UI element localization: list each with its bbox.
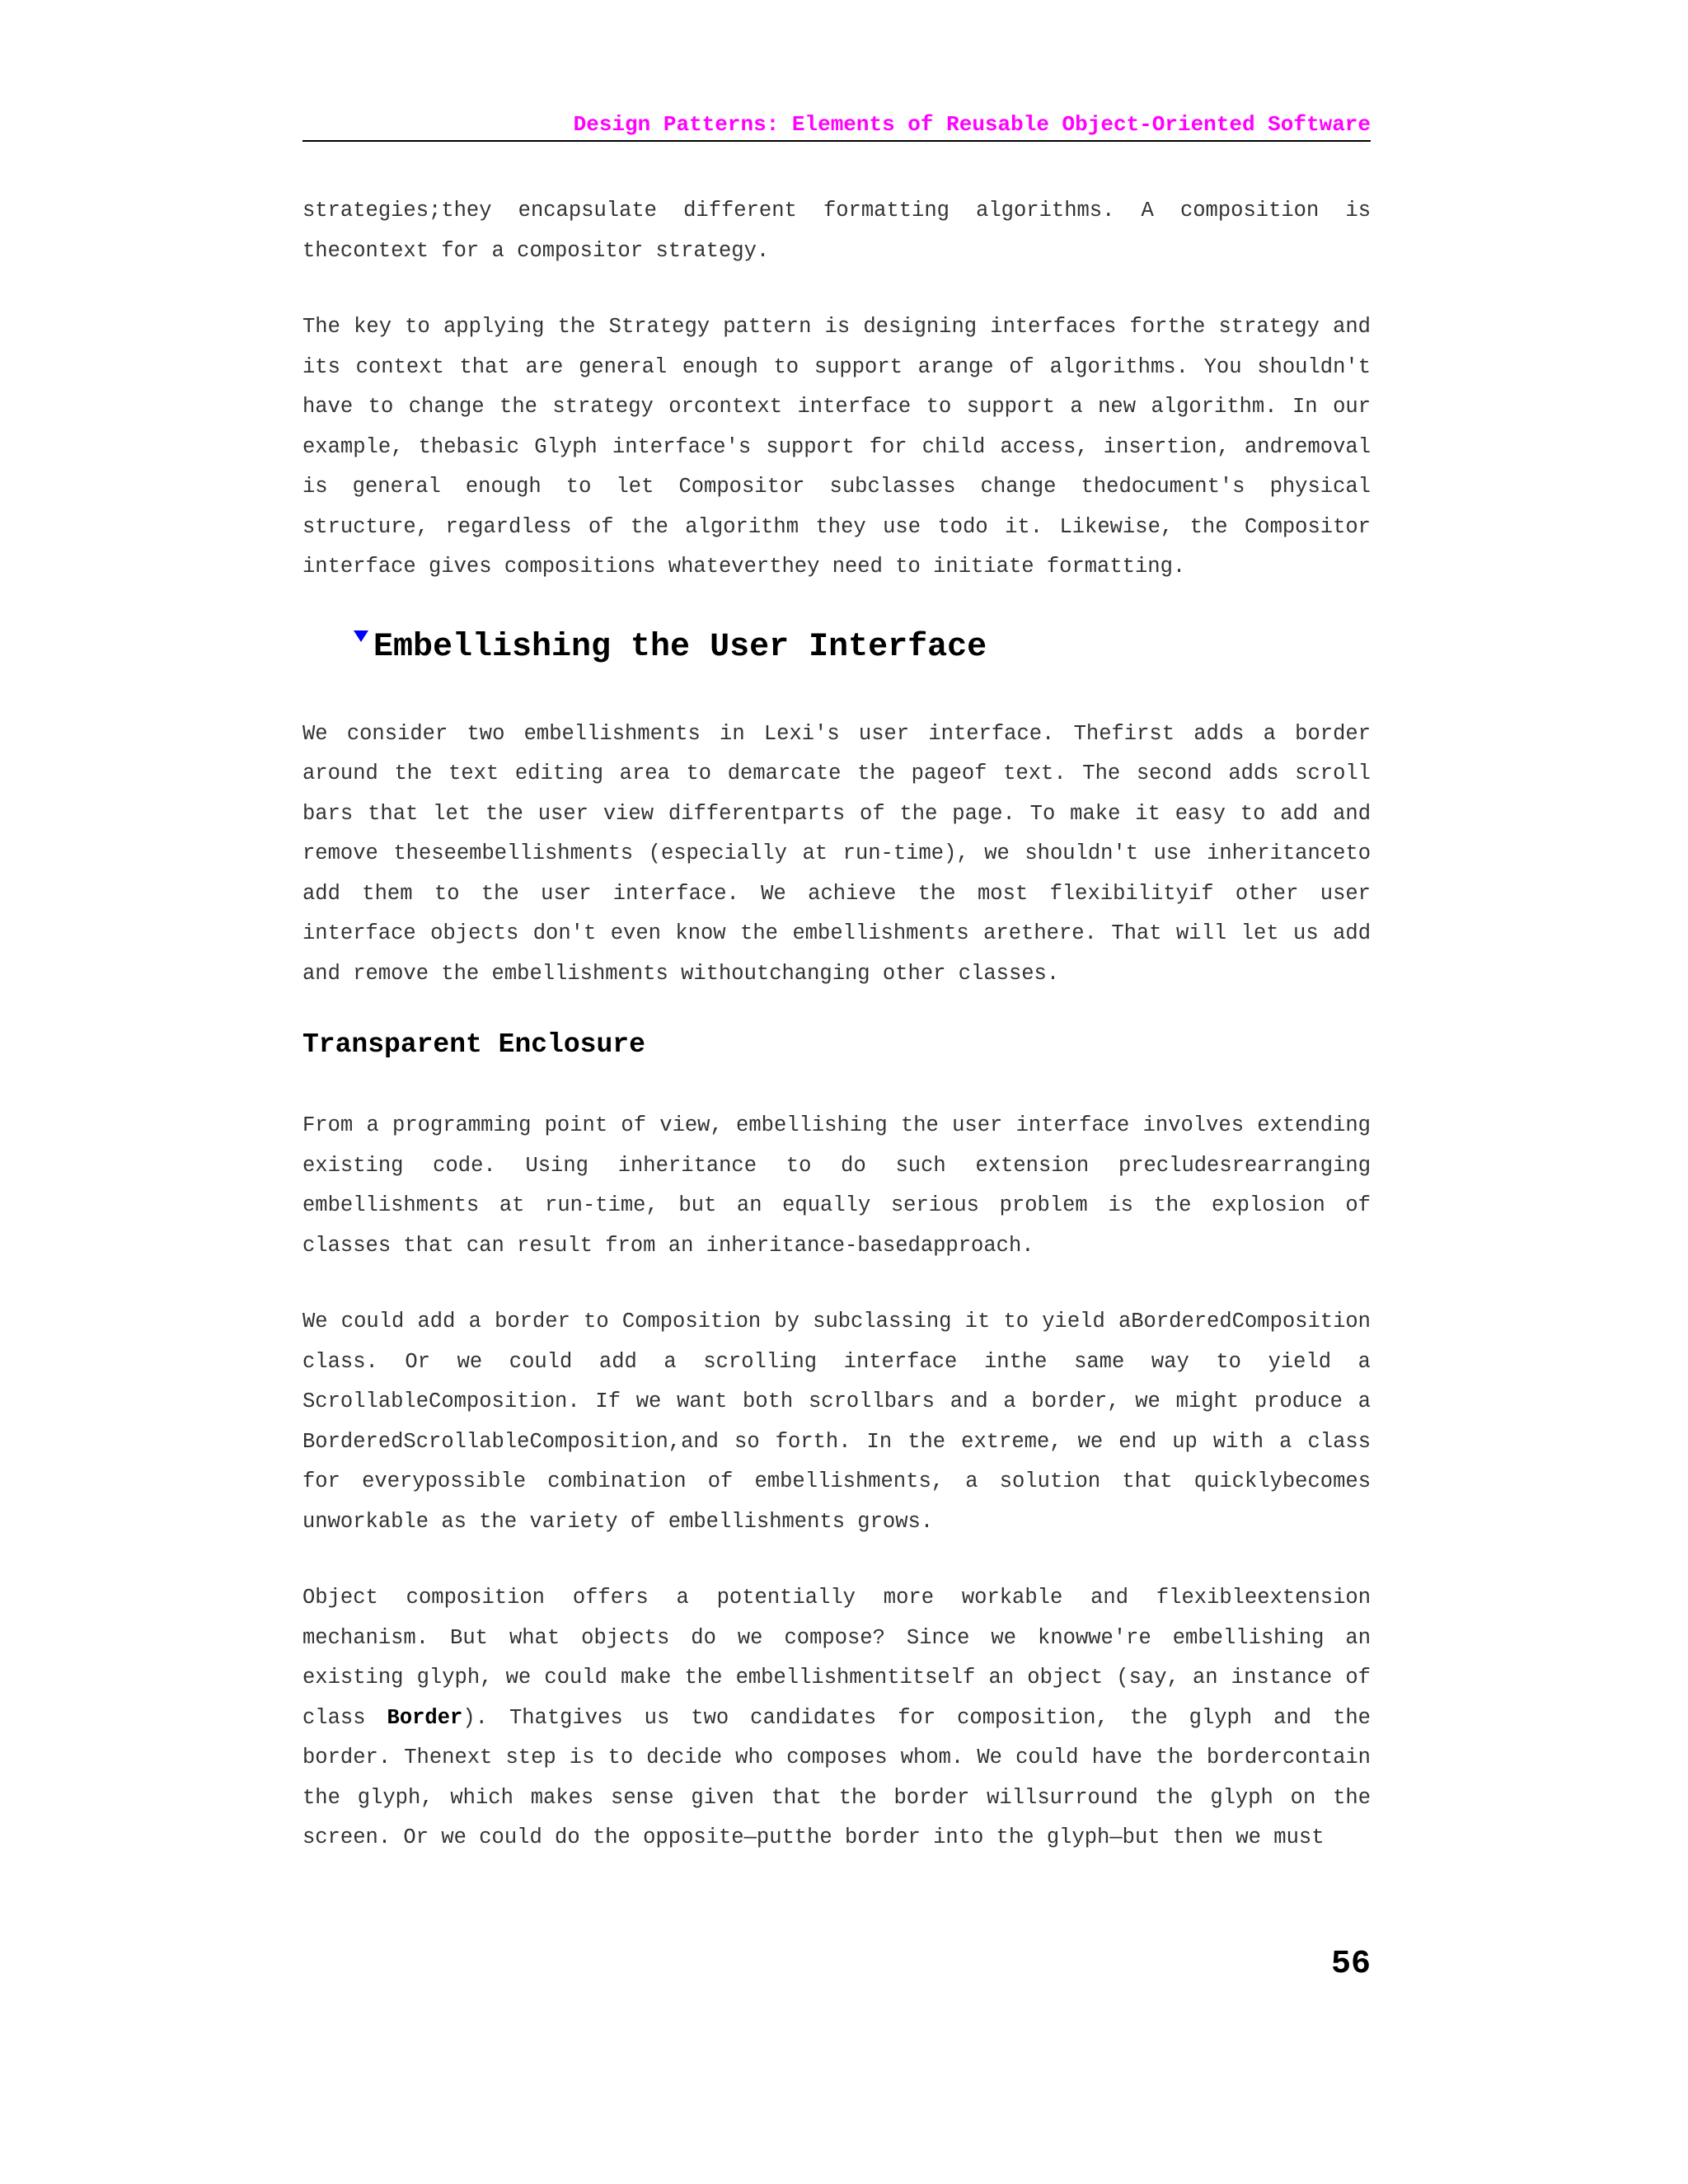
document-page (302, 0, 1371, 2184)
paragraph-text: Object composition offers a potentially more workable and flexibleextension mechanism. But what objects do we compose? Since we knowwe're embellishing an existing glyph, we could make the embellishmentitself an object (say, an instance of class (302, 1586, 1371, 1730)
section-heading-text: Embellishing the User Interface (373, 628, 987, 666)
paragraph: We could add a border to Composition by subclassing it to yield aBorderedComposition class. Or we could add a scrolling interface inthe same way to yield a ScrollableComposition. If we want both scrollbars and a border, we might produce a BorderedScrollableComposition,and so forth. In the extreme, we end up with a class for everypossible combination of embellishments, a solution that quicklybecomes unworkable as the variety of embellishments grows. (302, 1310, 1371, 1534)
paragraph: We consider two embellishments in Lexi's user interface. Thefirst adds a border around the text editing area to demarcate the pageof text. The second adds scroll bars that let the user view differentparts of the page. To make it easy to add and remove theseembellishments (especially at run-time), we shouldn't use inheritanceto add them to the user interface. We achieve the most flexibilityif other user interface objects don't even know the embellishments arethere. That will let us add and remove the embellishments withoutchanging other classes. (302, 721, 1371, 986)
running-header: Design Patterns: Elements of Reusable Object-Oriented Software (573, 112, 1371, 137)
section-marker-icon[interactable] (354, 630, 368, 642)
page-content (302, 191, 1371, 1858)
paragraph: The key to applying the Strategy pattern is designing interfaces forthe strategy and its context that are general enough to support arange of algorithms. You shouldn't have to change the strategy orcontext interface to support a new algorithm. In our example, thebasic Glyph interface's support for child access, insertion, andremoval is general enough to let Compositor subclasses change thedocument's physical structure, regardless of the algorithm they use todo it. Likewise, the Compositor interface gives compositions whateverthey need to initiate formatting. (302, 315, 1371, 579)
class-name-border: Border (387, 1705, 463, 1730)
subsection-heading: Transparent Enclosure (302, 1029, 645, 1060)
paragraph-text: ). Thatgives us two candidates for composition, the glyph and the border. Thenext step is to decide who composes whom. We could have the bordercontain the glyph, which makes sense given that the border willsurround the glyph on the screen. Or we could do the opposite—putthe border into the glyph—but then we must (302, 1705, 1371, 1849)
header-rule (302, 140, 1371, 142)
paragraph: From a programming point of view, embellishing the user interface involves extending existing code. Using inheritance to do such extension precludesrearranging embellishments at run-time, but an equally serious problem is the explosion of classes that can result from an inheritance-basedapproach. (302, 1113, 1371, 1258)
section-heading (302, 627, 1371, 668)
page-number: 56 (1330, 1946, 1371, 1983)
paragraph: strategies;they encapsulate different formatting algorithms. A composition is thecontext for a compositor strategy. (302, 199, 1371, 263)
paragraph (302, 1578, 1371, 1858)
